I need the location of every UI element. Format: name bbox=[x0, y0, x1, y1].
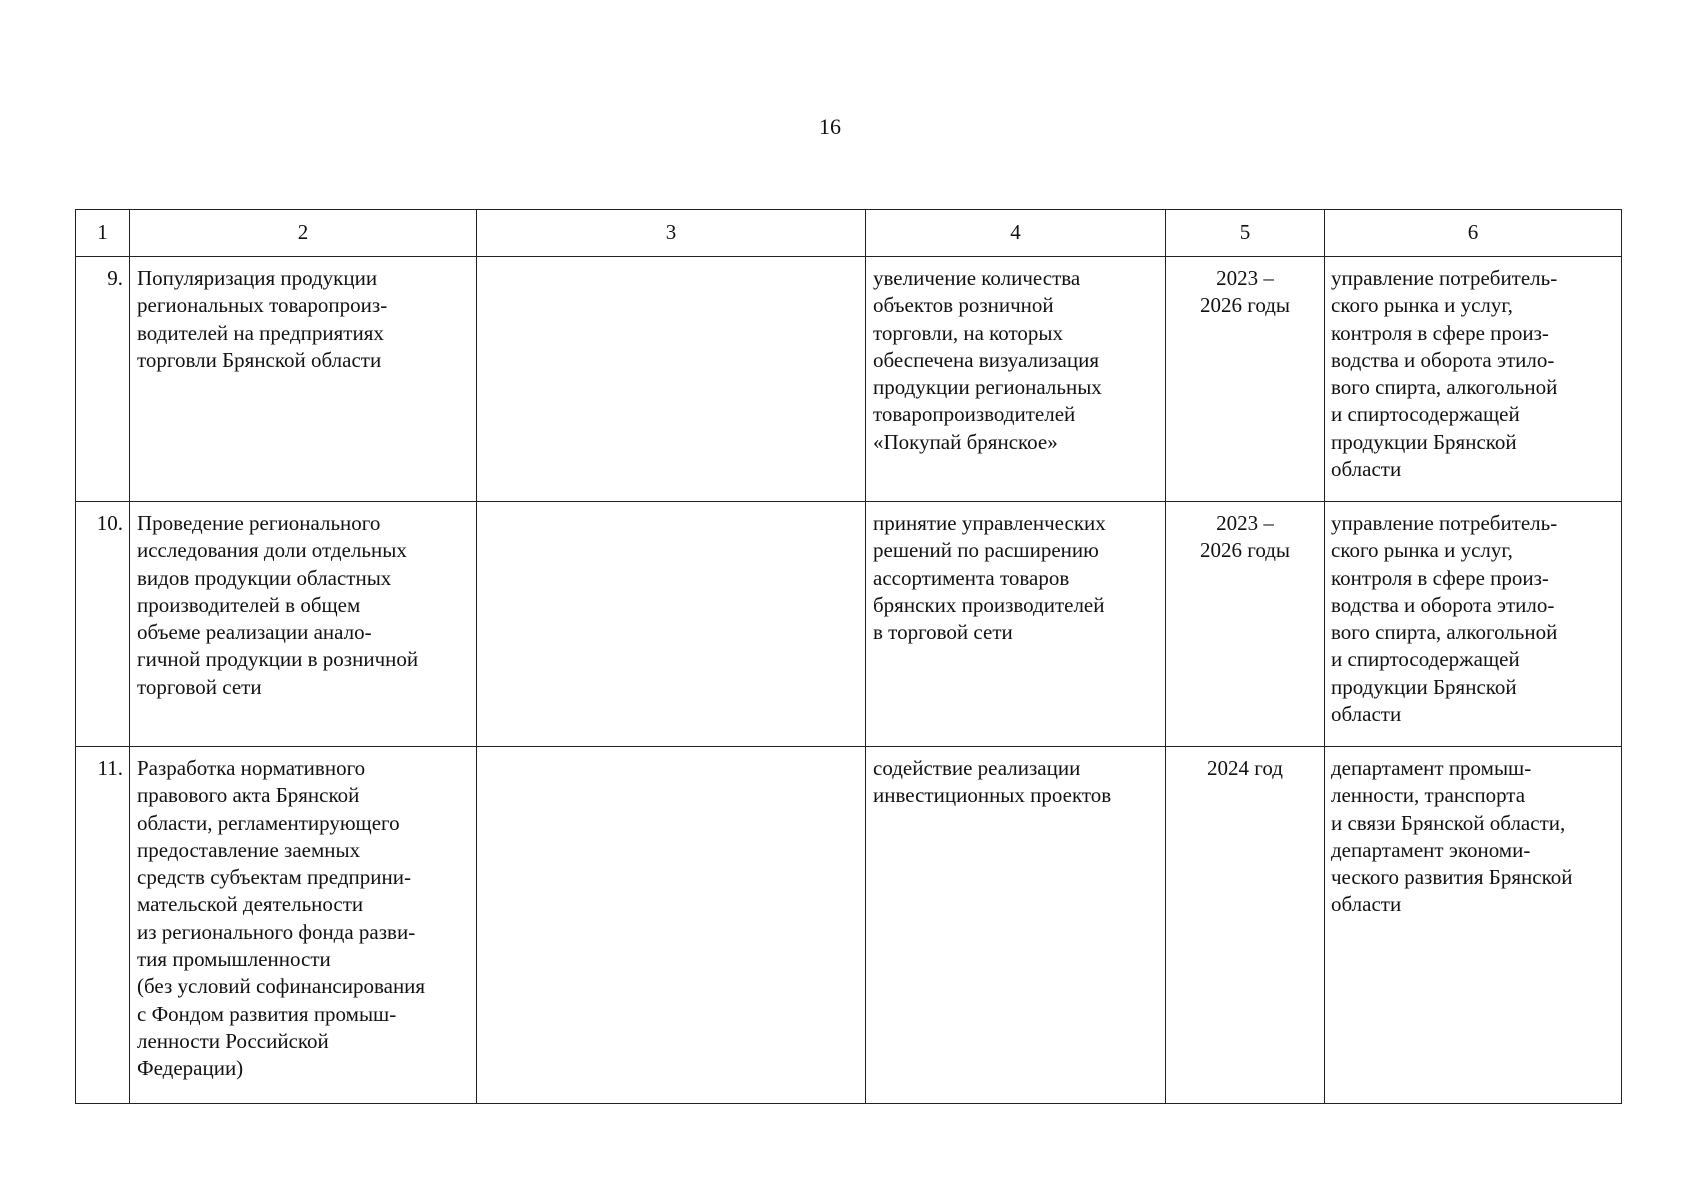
measure-name: Проведение регионального исследования доли отдельных видов продукции областных производителей в общем объеме реализации анало- гичной продукции в розничной торговой сети bbox=[130, 502, 477, 747]
empty-cell bbox=[477, 747, 866, 1104]
responsible-executor: управление потребитель- ского рынка и услуг, контроля в сфере произ- водства и оборота этило- вого спирта, алкогольной и спиртосодержащей продукции Брянской области bbox=[1325, 257, 1622, 502]
expected-result: увеличение количества объектов розничной торговли, на которых обеспечена визуализация продукции региональных товаропроизводителей «Покупай брянское» bbox=[866, 257, 1166, 502]
responsible-executor: управление потребитель- ского рынка и услуг, контроля в сфере произ- водства и оборота этило- вого спирта, алкогольной и спиртосодержащей продукции Брянской области bbox=[1325, 502, 1622, 747]
measure-name: Популяризация продукции региональных товаропроиз- водителей на предприятиях торговли Брянской области bbox=[130, 257, 477, 502]
table-row bbox=[76, 747, 1622, 1104]
table-row bbox=[76, 257, 1622, 502]
header-cell-4: 4 bbox=[866, 210, 1166, 257]
empty-cell bbox=[477, 257, 866, 502]
implementation-period: 2024 год bbox=[1166, 747, 1325, 1104]
header-cell-1: 1 bbox=[76, 210, 130, 257]
empty-cell bbox=[477, 502, 866, 747]
expected-result: принятие управленческих решений по расширению ассортимента товаров брянских производителей в торговой сети bbox=[866, 502, 1166, 747]
row-number: 11. bbox=[76, 747, 130, 1104]
header-cell-2: 2 bbox=[130, 210, 477, 257]
expected-result: содействие реализации инвестиционных проектов bbox=[866, 747, 1166, 1104]
implementation-period: 2023 – 2026 годы bbox=[1166, 502, 1325, 747]
page-number: 16 bbox=[819, 114, 841, 139]
measures-table bbox=[75, 209, 1622, 1104]
row-number: 9. bbox=[76, 257, 130, 502]
implementation-period: 2023 – 2026 годы bbox=[1166, 257, 1325, 502]
header-cell-6: 6 bbox=[1325, 210, 1622, 257]
measure-name: Разработка нормативного правового акта Брянской области, регламентирующего предоставление заемных средств субъектам предприни- мательской деятельности из регионального фонда разви- тия промышленности (без условий софинансирования с Фондом развития промыш- ленности Российской Федерации) bbox=[130, 747, 477, 1104]
header-cell-5: 5 bbox=[1166, 210, 1325, 257]
row-number: 10. bbox=[76, 502, 130, 747]
responsible-executor: департамент промыш- ленности, транспорта и связи Брянской области, департамент экономи- ческого развития Брянской области bbox=[1325, 747, 1622, 1104]
table-row bbox=[76, 502, 1622, 747]
table-header-row bbox=[76, 210, 1622, 257]
header-cell-3: 3 bbox=[477, 210, 866, 257]
